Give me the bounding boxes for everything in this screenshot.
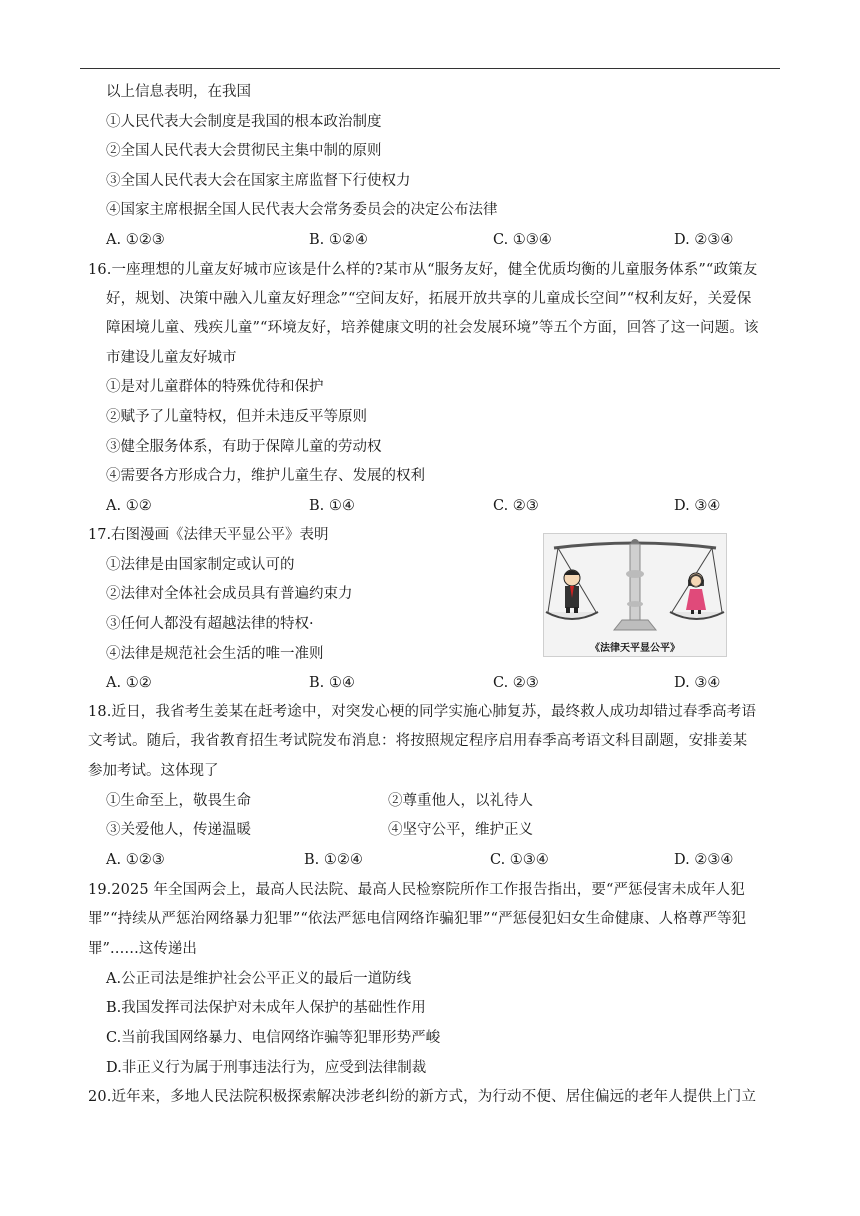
q19-stem-line-3: 罪”……这传递出	[88, 941, 197, 957]
q19-option-a[interactable]: A.公正司法是维护社会公平正义的最后一道防线	[106, 971, 412, 987]
q16-stem-line-1: 16.一座理想的儿童友好城市应该是什么样的?某市从“服务友好，健全优质均衡的儿童服务体系”“政策友	[88, 262, 758, 278]
q19-option-b[interactable]: B.我国发挥司法保护对未成年人保护的基础性作用	[106, 1000, 426, 1016]
q19-stem-line-1: 19.2025 年全国两会上，最高人民法院、最高人民检察院所作工作报告指出，要“严惩侵害未成年人犯	[88, 882, 745, 898]
q15-option-b[interactable]: B. ①②④	[309, 232, 368, 248]
q18-option-a[interactable]: A. ①②③	[106, 852, 165, 868]
q17-item-2: ②法律对全体社会成员具有普遍约束力	[106, 586, 353, 602]
q15-item-3: ③全国人民代表大会在国家主席监督下行使权力	[106, 173, 411, 189]
q16-stem-line-3: 障困境儿童、残疾儿童”“环境友好，培养健康文明的社会发展环境”等五个方面，回答了这一问题。该	[106, 320, 759, 336]
q18-item-1: ①生命至上，敬畏生命	[106, 793, 251, 809]
q16-option-b[interactable]: B. ①④	[309, 498, 355, 514]
q15-item-4: ④国家主席根据全国人民代表大会常务委员会的决定公布法律	[106, 202, 498, 218]
q17-option-a[interactable]: A. ①②	[106, 675, 152, 691]
q15-option-d[interactable]: D. ②③④	[674, 232, 734, 248]
q16-item-4: ④需要各方形成合力，维护儿童生存、发展的权利	[106, 468, 425, 484]
q18-item-4: ④坚守公平，维护正义	[388, 822, 533, 838]
q16-option-c[interactable]: C. ②③	[493, 498, 539, 514]
q17-item-3: ③任何人都没有超越法律的特权·	[106, 616, 314, 632]
q16-item-2: ②赋予了儿童特权，但并未违反平等原则	[106, 409, 367, 425]
q18-option-b[interactable]: B. ①②④	[304, 852, 363, 868]
q18-stem-line-2: 文考试。随后，我省教育招生考试院发布消息：将按照规定程序启用春季高考语文科目副题，安排姜某	[88, 733, 748, 749]
q16-item-1: ①是对儿童群体的特殊优待和保护	[106, 379, 324, 395]
header-rule	[80, 68, 780, 69]
balance-scale-icon	[544, 534, 726, 656]
q20-stem-line-1: 20.近年来，多地人民法院积极探索解决涉老纠纷的新方式，为行动不便、居住偏远的老年人提供上门立	[88, 1089, 757, 1105]
q15-option-a[interactable]: A. ①②③	[106, 232, 165, 248]
q15-stem-tail: 以上信息表明，在我国	[106, 84, 251, 100]
q19-option-d[interactable]: D.非正义行为属于刑事违法行为，应受到法律制裁	[106, 1060, 427, 1076]
q19-stem-line-2: 罪”“持续从严惩治网络暴力犯罪”“依法严惩电信网络诈骗犯罪”“严惩侵犯妇女生命健康、人格尊严等犯	[88, 911, 747, 927]
q17-option-c[interactable]: C. ②③	[493, 675, 539, 691]
q16-stem-line-4: 市建设儿童友好城市	[106, 350, 237, 366]
q18-stem-line-1: 18.近日，我省考生姜某在赶考途中，对突发心梗的同学实施心肺复苏，最终救人成功却错过春季高考语	[88, 704, 757, 720]
q18-item-3: ③关爱他人，传递温暖	[106, 822, 251, 838]
q15-item-1: ①人民代表大会制度是我国的根本政治制度	[106, 114, 382, 130]
q17-stem: 17.右图漫画《法律天平显公平》表明	[88, 527, 329, 543]
q18-stem-line-3: 参加考试。这体现了	[88, 763, 219, 779]
q16-item-3: ③健全服务体系，有助于保障儿童的劳动权	[106, 439, 382, 455]
cartoon-caption: 《法律天平显公平》	[590, 643, 680, 654]
q15-item-2: ②全国人民代表大会贯彻民主集中制的原则	[106, 143, 382, 159]
q18-option-c[interactable]: C. ①③④	[490, 852, 549, 868]
q18-item-2: ②尊重他人，以礼待人	[388, 793, 533, 809]
q15-option-c[interactable]: C. ①③④	[493, 232, 552, 248]
q16-option-d[interactable]: D. ③④	[674, 498, 721, 514]
q16-stem-line-2: 好，规划、决策中融入儿童友好理念”“空间友好，拓展开放共享的儿童成长空间”“权利友好，关爱保	[106, 291, 752, 307]
q17-option-b[interactable]: B. ①④	[309, 675, 355, 691]
q17-option-d[interactable]: D. ③④	[674, 675, 721, 691]
q17-item-1: ①法律是由国家制定或认可的	[106, 557, 295, 573]
q16-option-a[interactable]: A. ①②	[106, 498, 152, 514]
q19-option-c[interactable]: C.当前我国网络暴力、电信网络诈骗等犯罪形势严峻	[106, 1030, 441, 1046]
q18-option-d[interactable]: D. ②③④	[674, 852, 734, 868]
law-scale-cartoon	[543, 533, 727, 657]
q17-item-4: ④法律是规范社会生活的唯一准则	[106, 646, 324, 662]
